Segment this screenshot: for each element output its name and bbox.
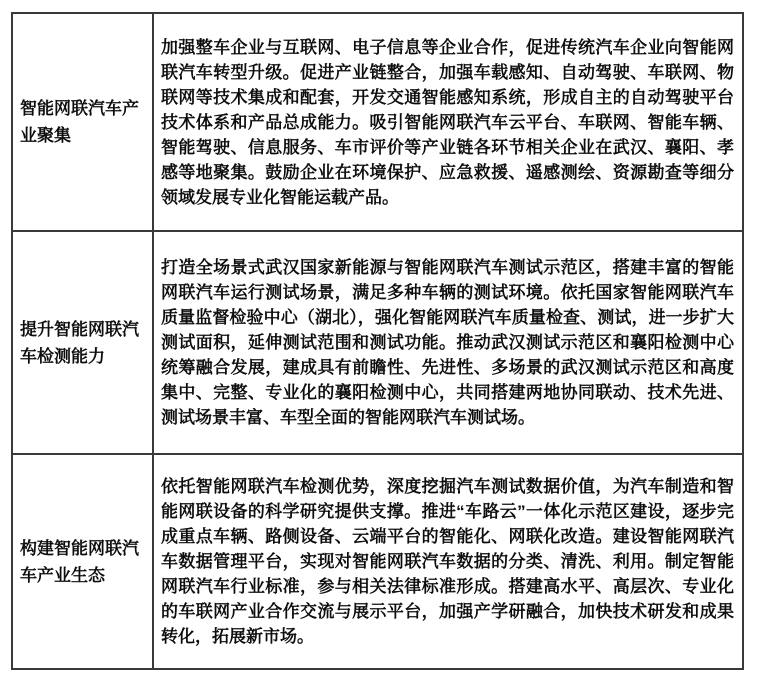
row-content-testing-capability: 打造全场景式武汉国家新能源与智能网联汽车测试示范区，搭建丰富的智能网联汽车运行测试场景，满足多种车辆的测试环境。依托国家智能网联汽车质量监督检验中心（湖北），强化智能网联汽车质量检查、测试，进一步扩大测试面积，延伸测试范围和测试功能。推动武汉测试示范区和襄阳检测中心统筹融合发展，建成具有前瞻性、先进性、多场景的武汉测试示范区和高度集中、完整、专业化的襄阳检测中心，共同搭建两地协同联动、技术先进、测试场景丰富、车型全面的智能网联汽车测试场。	[153, 231, 743, 454]
row-content-industry-cluster: 加强整车企业与互联网、电子信息等企业合作，促进传统汽车企业向智能网联汽车转型升级。促进产业链整合，加强车载感知、自动驾驶、车联网、物联网等技术集成和配套，开发交通智能感知系统，形成自主的自动驾驶平台技术体系和产品总成能力。吸引智能网联汽车云平台、车联网、智能车辆、智能驾驶、信息服务、车市评价等产业链各环节相关企业在武汉、襄阳、孝感等地聚集。鼓励企业在环境保护、应急救援、遥感测绘、资源勘查等细分领域发展专业化智能运载产品。	[153, 13, 743, 231]
policy-table	[11, 12, 744, 670]
table-row	[12, 13, 743, 231]
table-row	[12, 231, 743, 454]
row-content-industry-ecosystem: 依托智能网联汽车检测优势，深度挖掘汽车测试数据价值，为汽车制造和智能网联设备的科学研究提供支撑。推进“车路云”一体化示范区建设，逐步完成重点车辆、路侧设备、云端平台的智能化、网联化改造。建设智能网联汽车数据管理平台，实现对智能网联汽车数据的分类、清洗、利用。制定智能网联汽车行业标准，参与相关法律标准形成。搭建高水平、高层次、专业化的车联网产业合作交流与展示平台，加强产学研融合，加快技术研发和成果转化，拓展新市场。	[153, 454, 743, 669]
row-label-testing-capability: 提升智能网联汽车检测能力	[12, 231, 153, 454]
table-row	[12, 454, 743, 669]
row-label-industry-cluster: 智能网联汽车产业聚集	[12, 13, 153, 231]
row-label-industry-ecosystem: 构建智能网联汽车产业生态	[12, 454, 153, 669]
